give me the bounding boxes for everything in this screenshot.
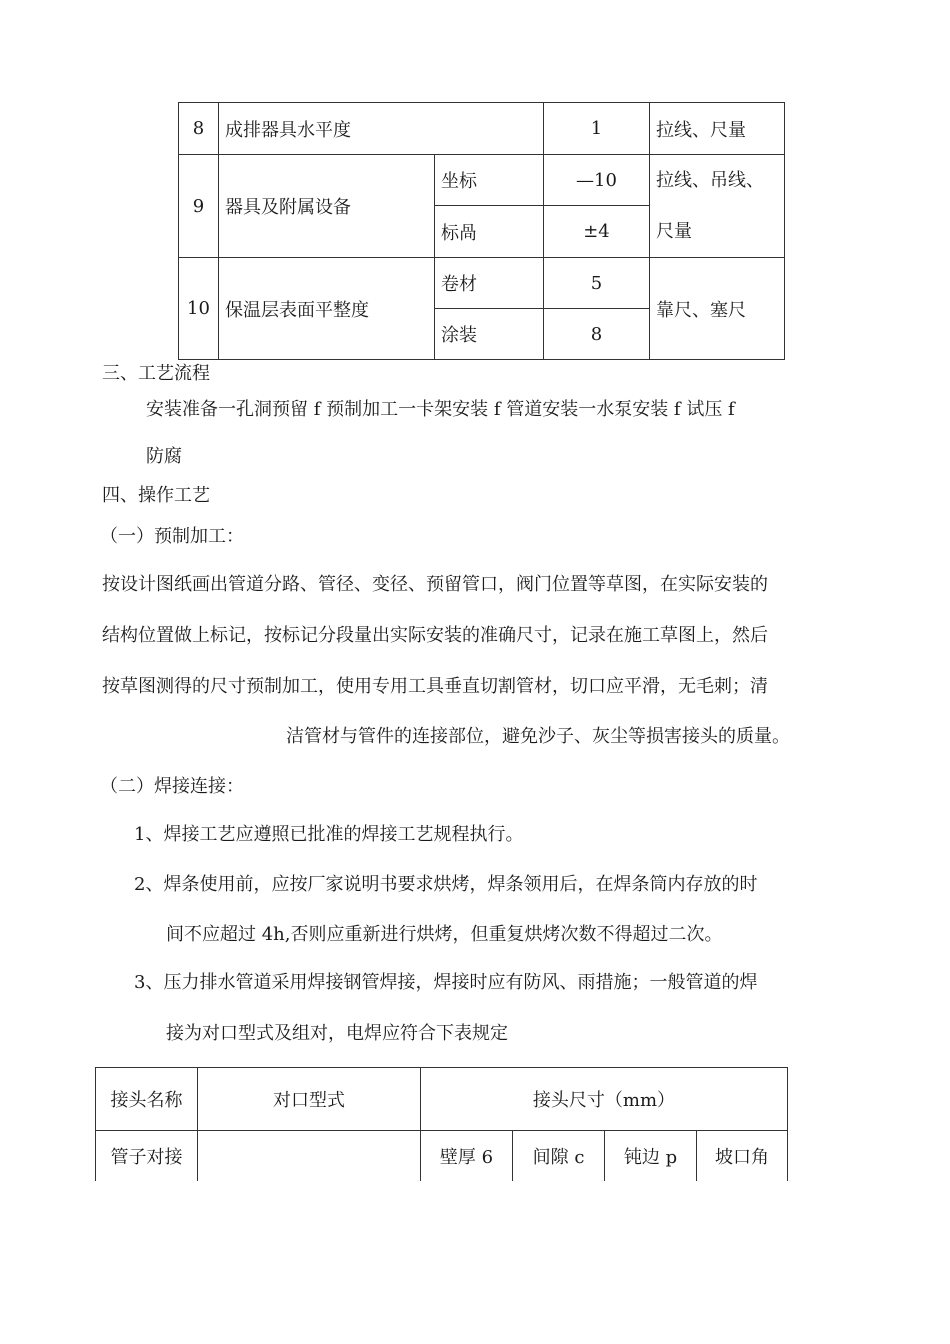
size-cell: 间隙 c bbox=[513, 1131, 605, 1181]
process-flow-line: 安装准备一孔洞预留 f 预制加工一卡架安装 f 管道安装一水泵安装 f 试压 f bbox=[146, 399, 735, 420]
list-item-continuation: 接为对口型式及组对，电焊应符合下表规定 bbox=[166, 1023, 508, 1044]
process-flow-line: 防腐 bbox=[146, 446, 182, 467]
row-number: 9 bbox=[179, 155, 219, 258]
size-cell: 钝边 p bbox=[605, 1131, 697, 1181]
joint-type bbox=[198, 1131, 421, 1181]
item-name: 保温层表面平整度 bbox=[219, 258, 435, 360]
paragraph-line: 按草图测得的尺寸预制加工，使用专用工具垂直切割管材，切口应平滑，无毛刺；清 bbox=[102, 676, 768, 697]
tolerance-value: 8 bbox=[544, 309, 650, 360]
tolerance-value: —10 bbox=[544, 155, 650, 206]
row-number: 10 bbox=[179, 258, 219, 360]
sub-item-label: 涂装 bbox=[435, 309, 544, 360]
tolerance-value: ±4 bbox=[544, 206, 650, 258]
joint-name: 管子对接 bbox=[96, 1131, 198, 1181]
sub-item-label: 卷材 bbox=[435, 258, 544, 309]
method-line: 拉线、吊线、 bbox=[656, 170, 764, 191]
column-header: 接头名称 bbox=[96, 1068, 198, 1131]
list-item: 3、压力排水管道采用焊接钢管焊接，焊接时应有防风、雨措施；一般管道的焊 bbox=[134, 972, 758, 993]
section-heading: 三、工艺流程 bbox=[102, 363, 210, 384]
column-header: 对口型式 bbox=[198, 1068, 421, 1131]
paragraph-line: 结构位置做上标记，按标记分段量出实际安装的准确尺寸，记录在施工草图上，然后 bbox=[102, 625, 768, 646]
list-item-continuation: 间不应超过 4h,否则应重新进行烘烤，但重复烘烤次数不得超过二次。 bbox=[166, 924, 723, 945]
check-method: 靠尺、塞尺 bbox=[650, 258, 785, 360]
check-method bbox=[650, 155, 785, 258]
table-row bbox=[96, 1131, 788, 1181]
welding-joint-table bbox=[95, 1067, 788, 1181]
sub-item-label: 标咼 bbox=[435, 206, 544, 258]
tolerance-value: 5 bbox=[544, 258, 650, 309]
item-name: 成排器具水平度 bbox=[219, 103, 544, 155]
list-item: 1、焊接工艺应遵照已批准的焊接工艺规程执行。 bbox=[134, 824, 524, 845]
section-heading: 四、操作工艺 bbox=[102, 485, 210, 506]
tolerance-table bbox=[178, 102, 785, 360]
item-name: 器具及附属设备 bbox=[219, 155, 435, 258]
subsection-heading: （一）预制加工： bbox=[100, 526, 244, 547]
column-header: 接头尺寸（mm） bbox=[421, 1068, 788, 1131]
table-header-row bbox=[96, 1068, 788, 1131]
subsection-heading: （二）焊接连接： bbox=[100, 776, 244, 797]
check-method: 拉线、尺量 bbox=[650, 103, 785, 155]
list-item: 2、焊条使用前，应按厂家说明书要求烘烤，焊条领用后，在焊条筒内存放的时 bbox=[134, 874, 758, 895]
method-line: 尺量 bbox=[656, 221, 692, 242]
paragraph-line: 按设计图纸画出管道分路、管径、变径、预留管口，阀门位置等草图，在实际安装的 bbox=[102, 574, 768, 595]
paragraph-line: 洁管材与管件的连接部位，避免沙子、灰尘等损害接头的质量。 bbox=[286, 726, 790, 747]
tolerance-value: 1 bbox=[544, 103, 650, 155]
size-cell: 壁厚 6 bbox=[421, 1131, 513, 1181]
row-number: 8 bbox=[179, 103, 219, 155]
table-row bbox=[179, 103, 785, 155]
sub-item-label: 坐标 bbox=[435, 155, 544, 206]
table-row bbox=[179, 258, 785, 309]
size-cell: 坡口角 bbox=[697, 1131, 788, 1181]
table-row bbox=[179, 155, 785, 206]
